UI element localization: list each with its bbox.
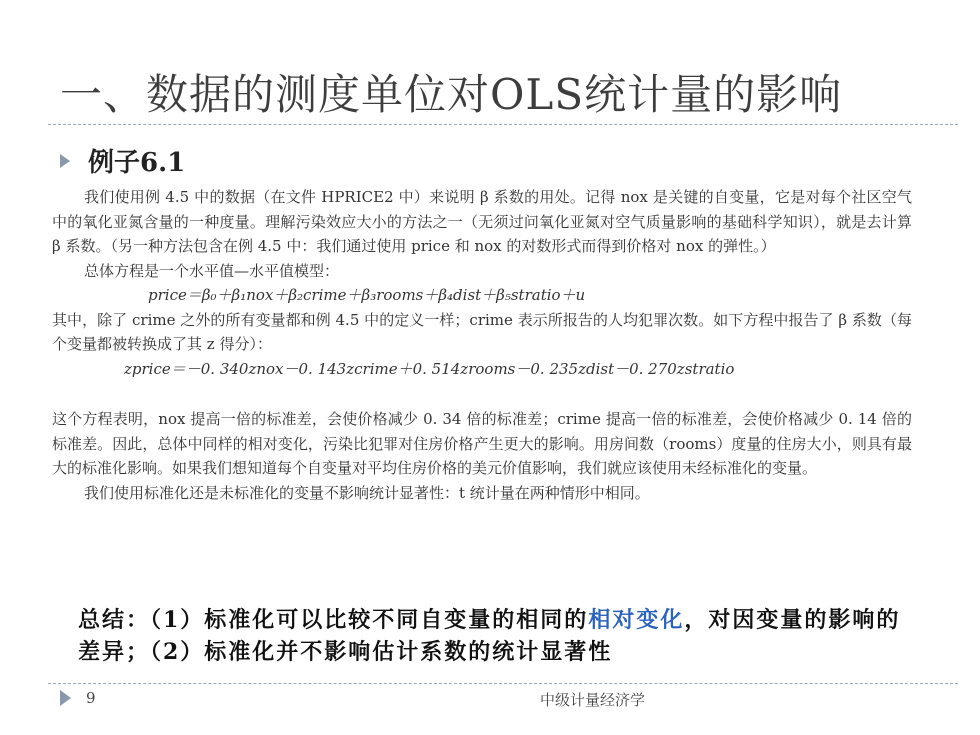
summary-highlight: 相对变化 (588, 607, 685, 633)
slide-title: 一、数据的测度单位对OLS统计量的影响 (60, 70, 843, 119)
footer-triangle-icon (60, 690, 71, 706)
summary-text (78, 604, 918, 668)
textbook-excerpt (52, 185, 912, 505)
bullet-triangle-icon (60, 154, 70, 168)
excerpt-paragraph-3: 其中，除了 crime 之外的所有变量都和例 4.5 中的定义一样；crime 表示所报告的人均犯罪次数。如下方程中报告了 β 系数（每个变量都被转换成了其 z 得分）： (52, 310, 912, 353)
summary-part-2: ，对因变量的影响的差异；（2）标准化并不影响估计系数的统计显著性 (78, 607, 901, 665)
standardized-equation: zprice＝－0. 340znox－0. 143zcrime＋0. 514zrooms－0. 235zdist－0. 270zstratio (124, 359, 735, 378)
excerpt-paragraph-4: 这个方程表明，nox 提高一倍的标准差，会使价格减少 0. 34 倍的标准差；crime 提高一倍的标准差，会使价格减少 0. 14 倍的标准差。因此，总体中同样的相对变化，污染比犯罪对住房价格产生更大的影响。用房间数（rooms）度量的住房大小，则具有最大的标准化影响。如果我们想知道每个自变量对平均住房价格的美元价值影响，我们就应该使用未经标准化的变量。 (52, 410, 912, 477)
excerpt-paragraph-1: 我们使用例 4.5 中的数据（在文件 HPRICE2 中）来说明 β 系数的用处。记得 nox 是关键的自变量，它是对每个社区空气中的氧化亚氮含量的一种度量。理解污染效应大小的方法之一（无须过问氧化亚氮对空气质量影响的基础科学知识），就是去计算 β 系数。（另一种方法包含在例 4.5 中：我们通过使用 price 和 nox 的对数形式而得到价格对 nox 的弹性。） (52, 188, 912, 255)
page-number: 9 (86, 689, 96, 707)
population-equation: price＝β₀＋β₁nox＋β₂crime＋β₃rooms＋β₄dist＋β₅stratio＋u (148, 286, 586, 304)
title-divider (48, 124, 958, 125)
bullet-item (60, 142, 185, 179)
course-name: 中级计量经济学 (540, 691, 646, 709)
bullet-label: 例子6.1 (88, 148, 186, 178)
summary-part-1: 总结：（1）标准化可以比较不同自变量的相同的 (78, 607, 589, 633)
excerpt-paragraph-5: 我们使用标准化还是未标准化的变量不影响统计显著性：t 统计量在两种情形中相同。 (84, 483, 650, 502)
footer-divider (48, 683, 958, 684)
excerpt-paragraph-2: 总体方程是一个水平值—水平值模型： (84, 261, 340, 280)
